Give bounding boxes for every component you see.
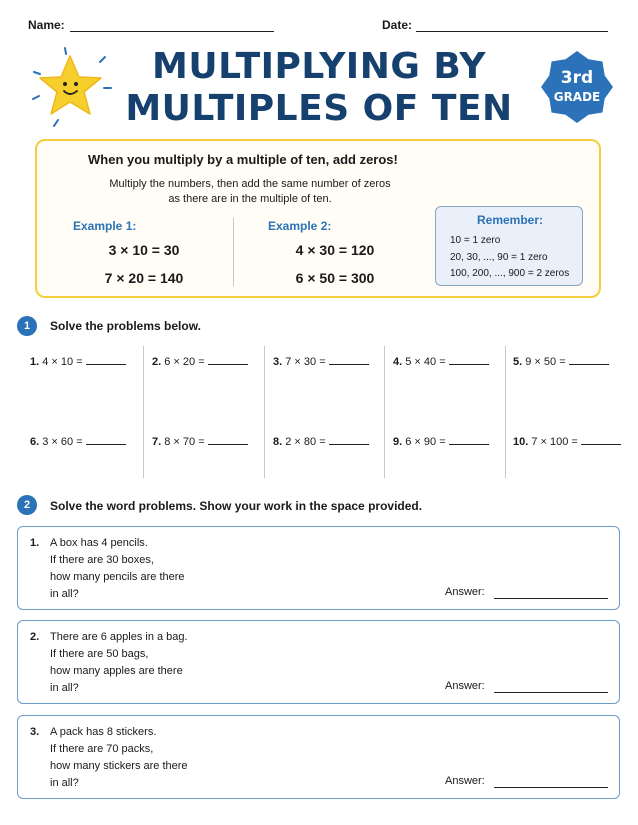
- example-2-eq-2: 6 × 50 = 300: [295, 270, 375, 286]
- problem-item: [152, 435, 248, 448]
- problem-number: 3.: [273, 356, 283, 368]
- problem-item: [30, 435, 126, 448]
- word-problem-text: in all?: [50, 777, 79, 789]
- example-divider: [233, 218, 234, 286]
- problem-expression: 8 × 70 =: [164, 436, 205, 448]
- word-problem-number: 2.: [30, 631, 40, 643]
- remember-line-3: 100, 200, ..., 900 = 2 zeros: [450, 268, 570, 279]
- problem-expression: 4 × 10 =: [42, 356, 83, 368]
- remember-title: Remember:: [476, 213, 544, 227]
- answer-field[interactable]: [494, 598, 608, 599]
- answer-blank[interactable]: [449, 355, 489, 365]
- answer-label: Answer:: [445, 586, 485, 598]
- example-1-eq-1: 3 × 10 = 30: [108, 242, 180, 258]
- answer-blank[interactable]: [449, 435, 489, 445]
- problem-expression: 6 × 90 =: [405, 436, 446, 448]
- problem-number: 10.: [513, 436, 529, 448]
- problem-item: [393, 435, 489, 448]
- word-problem-text: If there are 50 bags,: [50, 648, 149, 660]
- problem-column-divider: [505, 346, 506, 478]
- word-problem-text: A pack has 8 stickers.: [50, 726, 157, 738]
- remember-box: [435, 206, 583, 286]
- problem-item: [513, 435, 621, 448]
- answer-blank[interactable]: [581, 435, 621, 445]
- name-field[interactable]: [70, 31, 274, 32]
- problem-column-divider: [384, 346, 385, 478]
- word-problem-text: in all?: [50, 588, 79, 600]
- section-1-number: 1: [17, 316, 37, 336]
- problem-number: 8.: [273, 436, 283, 448]
- answer-blank[interactable]: [86, 435, 126, 445]
- section-2-title: Solve the word problems. Show your work in the space provided.: [50, 499, 423, 513]
- grade-badge: [540, 50, 614, 124]
- problem-expression: 5 × 40 =: [405, 356, 446, 368]
- example-2-eq-1: 4 × 30 = 120: [295, 242, 375, 258]
- example-2-label: Example 2:: [268, 219, 332, 233]
- problem-expression: 9 × 50 =: [525, 356, 566, 368]
- problem-item: [273, 435, 369, 448]
- problem-number: 9.: [393, 436, 403, 448]
- section-1-title: Solve the problems below.: [50, 319, 201, 333]
- answer-blank[interactable]: [329, 355, 369, 365]
- answer-blank[interactable]: [569, 355, 609, 365]
- word-problem-text: in all?: [50, 682, 79, 694]
- problem-item: [152, 355, 248, 368]
- word-problem-text: how many apples are there: [50, 665, 183, 677]
- tip-text-2: as there are in the multiple of ten.: [168, 193, 332, 205]
- answer-blank[interactable]: [208, 355, 248, 365]
- word-problem-number: 3.: [30, 726, 40, 738]
- badge-line-1: 3rd: [560, 68, 594, 88]
- remember-line-1: 10 = 1 zero: [450, 235, 501, 246]
- problem-number: 6.: [30, 436, 40, 448]
- problem-column-divider: [143, 346, 144, 478]
- answer-label: Answer:: [445, 775, 485, 787]
- remember-line-2: 20, 30, ..., 90 = 1 zero: [450, 252, 548, 263]
- section-2-number: 2: [17, 495, 37, 515]
- answer-blank[interactable]: [329, 435, 369, 445]
- problem-number: 7.: [152, 436, 162, 448]
- problem-number: 5.: [513, 356, 523, 368]
- word-problem-text: how many pencils are there: [50, 571, 185, 583]
- word-problem-text: A box has 4 pencils.: [50, 537, 148, 549]
- problem-column-divider: [264, 346, 265, 478]
- answer-blank[interactable]: [208, 435, 248, 445]
- problem-item: [513, 355, 609, 368]
- problem-expression: 3 × 60 =: [42, 436, 83, 448]
- word-problem-text: There are 6 apples in a bag.: [50, 631, 188, 643]
- answer-field[interactable]: [494, 787, 608, 788]
- title-line-2: MULTIPLES OF TEN: [125, 88, 513, 129]
- tip-heading: When you multiply by a multiple of ten, add zeros!: [88, 152, 398, 167]
- example-1-eq-2: 7 × 20 = 140: [104, 270, 184, 286]
- answer-field[interactable]: [494, 692, 608, 693]
- problem-item: [273, 355, 369, 368]
- problem-item: [30, 355, 126, 368]
- problem-number: 1.: [30, 356, 40, 368]
- tip-text-1: Multiply the numbers, then add the same number of zeros: [109, 178, 391, 190]
- problem-number: 2.: [152, 356, 162, 368]
- answer-blank[interactable]: [86, 355, 126, 365]
- word-problem-text: how many stickers are there: [50, 760, 188, 772]
- word-problem-text: If there are 30 boxes,: [50, 554, 154, 566]
- example-1-label: Example 1:: [73, 219, 137, 233]
- problem-expression: 2 × 80 =: [285, 436, 326, 448]
- date-field[interactable]: [416, 31, 608, 32]
- title-line-1: MULTIPLYING BY: [152, 46, 486, 87]
- word-problem-number: 1.: [30, 537, 40, 549]
- problem-expression: 6 × 20 =: [164, 356, 205, 368]
- word-problem-text: If there are 70 packs,: [50, 743, 154, 755]
- problem-item: [393, 355, 489, 368]
- problem-number: 4.: [393, 356, 403, 368]
- name-label: Name:: [28, 18, 65, 32]
- problem-expression: 7 × 30 =: [285, 356, 326, 368]
- badge-line-2: GRADE: [553, 90, 601, 104]
- answer-label: Answer:: [445, 680, 485, 692]
- problem-expression: 7 × 100 =: [531, 436, 578, 448]
- date-label: Date:: [382, 18, 413, 32]
